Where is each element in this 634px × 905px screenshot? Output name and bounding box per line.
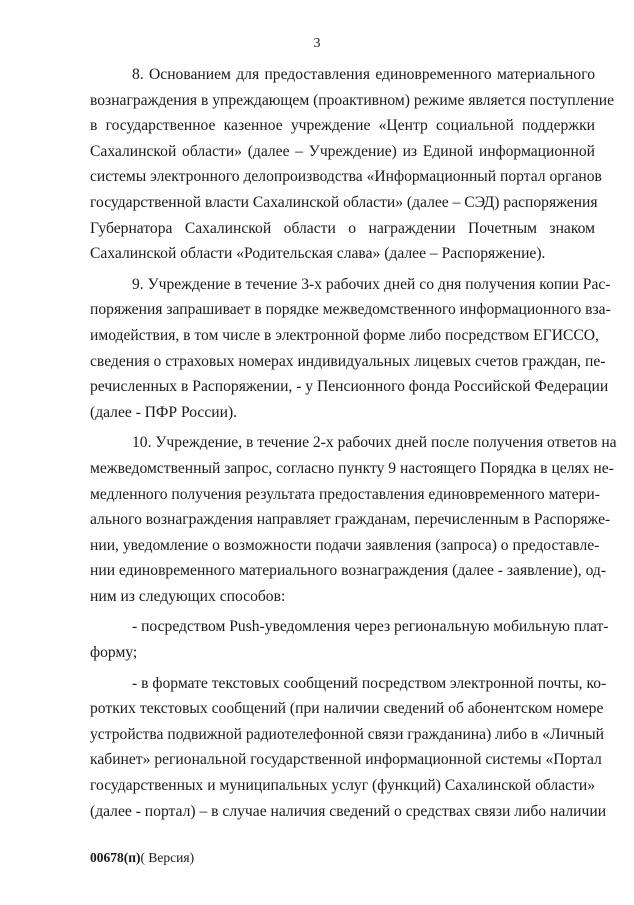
paragraph [90, 62, 615, 267]
version-label: ( Версия) [140, 850, 195, 865]
text-line: межведомственный запрос, согласно пункту 9 настоящего Порядка в целях не- [90, 459, 614, 477]
paragraph [90, 272, 611, 426]
text-line: форму; [90, 644, 138, 662]
document-footer-code [90, 850, 194, 866]
text-line: поряжения запрашивает в порядке межведомственного информационного вза- [90, 301, 611, 319]
text-line: Сахалинской области «Родительская слава» (далее – Распоряжение). [90, 245, 546, 263]
text-line: имодействия, в том числе в электронной форме либо посредством ЕГИССО, [90, 326, 599, 344]
text-line: нии, уведомление о возможности подачи заявления (запроса) о предоставле- [90, 536, 600, 554]
text-line: ротких текстовых сообщений (при наличии сведений об абонентском номере [90, 700, 604, 718]
text-line: государственной власти Сахалинской области» (далее – СЭД) распоряжения [90, 193, 598, 211]
text-line: медленного получения результата предоставления единовременного матери- [90, 485, 600, 503]
text-line: устройства подвижной радиотелефонной связи гражданина) либо в «Личный [90, 725, 604, 743]
text-line: вознаграждения в упреждающем (проактивном) режиме является поступление [90, 91, 615, 109]
text-line: Сахалинской области» (далее – Учреждение) из Единой информационной [90, 142, 595, 160]
text-line: (далее - ПФР России). [90, 403, 238, 421]
text-line: ального вознаграждения направляет гражданам, перечисленным в Распоряже- [90, 511, 611, 529]
text-line: (далее - портал) – в случае наличия сведений о средствах связи либо наличии [90, 802, 607, 820]
text-line: Губернатора Сахалинской области о награждении Почетным знаком [90, 219, 595, 237]
paragraph [90, 430, 617, 609]
document-body [90, 62, 617, 824]
paragraph [90, 671, 607, 825]
text-line: нии единовременного материального вознаграждения (далее - заявление), од- [90, 562, 607, 580]
text-line: 9. Учреждение в течение 3-х рабочих дней со дня получения копии Рас- [132, 275, 611, 293]
text-line: государственных и муниципальных услуг (функций) Сахалинской области» [90, 777, 595, 795]
text-line: ним из следующих способов: [90, 587, 286, 605]
text-line: сведения о страховых номерах индивидуальных лицевых счетов граждан, пе- [90, 352, 606, 370]
paragraph [90, 614, 609, 665]
page-number: 3 [313, 36, 321, 51]
text-line: системы электронного делопроизводства «Информационный портал органов [90, 168, 602, 186]
text-line: речисленных в Распоряжении, - у Пенсионного фонда Российской Федерации [90, 378, 609, 396]
text-line: - посредством Push-уведомления через региональную мобильную плат- [132, 618, 609, 636]
text-line: кабинет» региональной государственной информационной системы «Портал [90, 751, 602, 769]
document-number: 00678(п) [90, 850, 141, 865]
text-line: - в формате текстовых сообщений посредством электронной почты, ко- [132, 674, 607, 692]
text-line: в государственное казенное учреждение «Центр социальной поддержки [90, 117, 595, 135]
text-line: 10. Учреждение, в течение 2-х рабочих дней после получения ответов на [132, 434, 617, 452]
text-line: 8. Основанием для предоставления единовременного материального [132, 66, 595, 83]
